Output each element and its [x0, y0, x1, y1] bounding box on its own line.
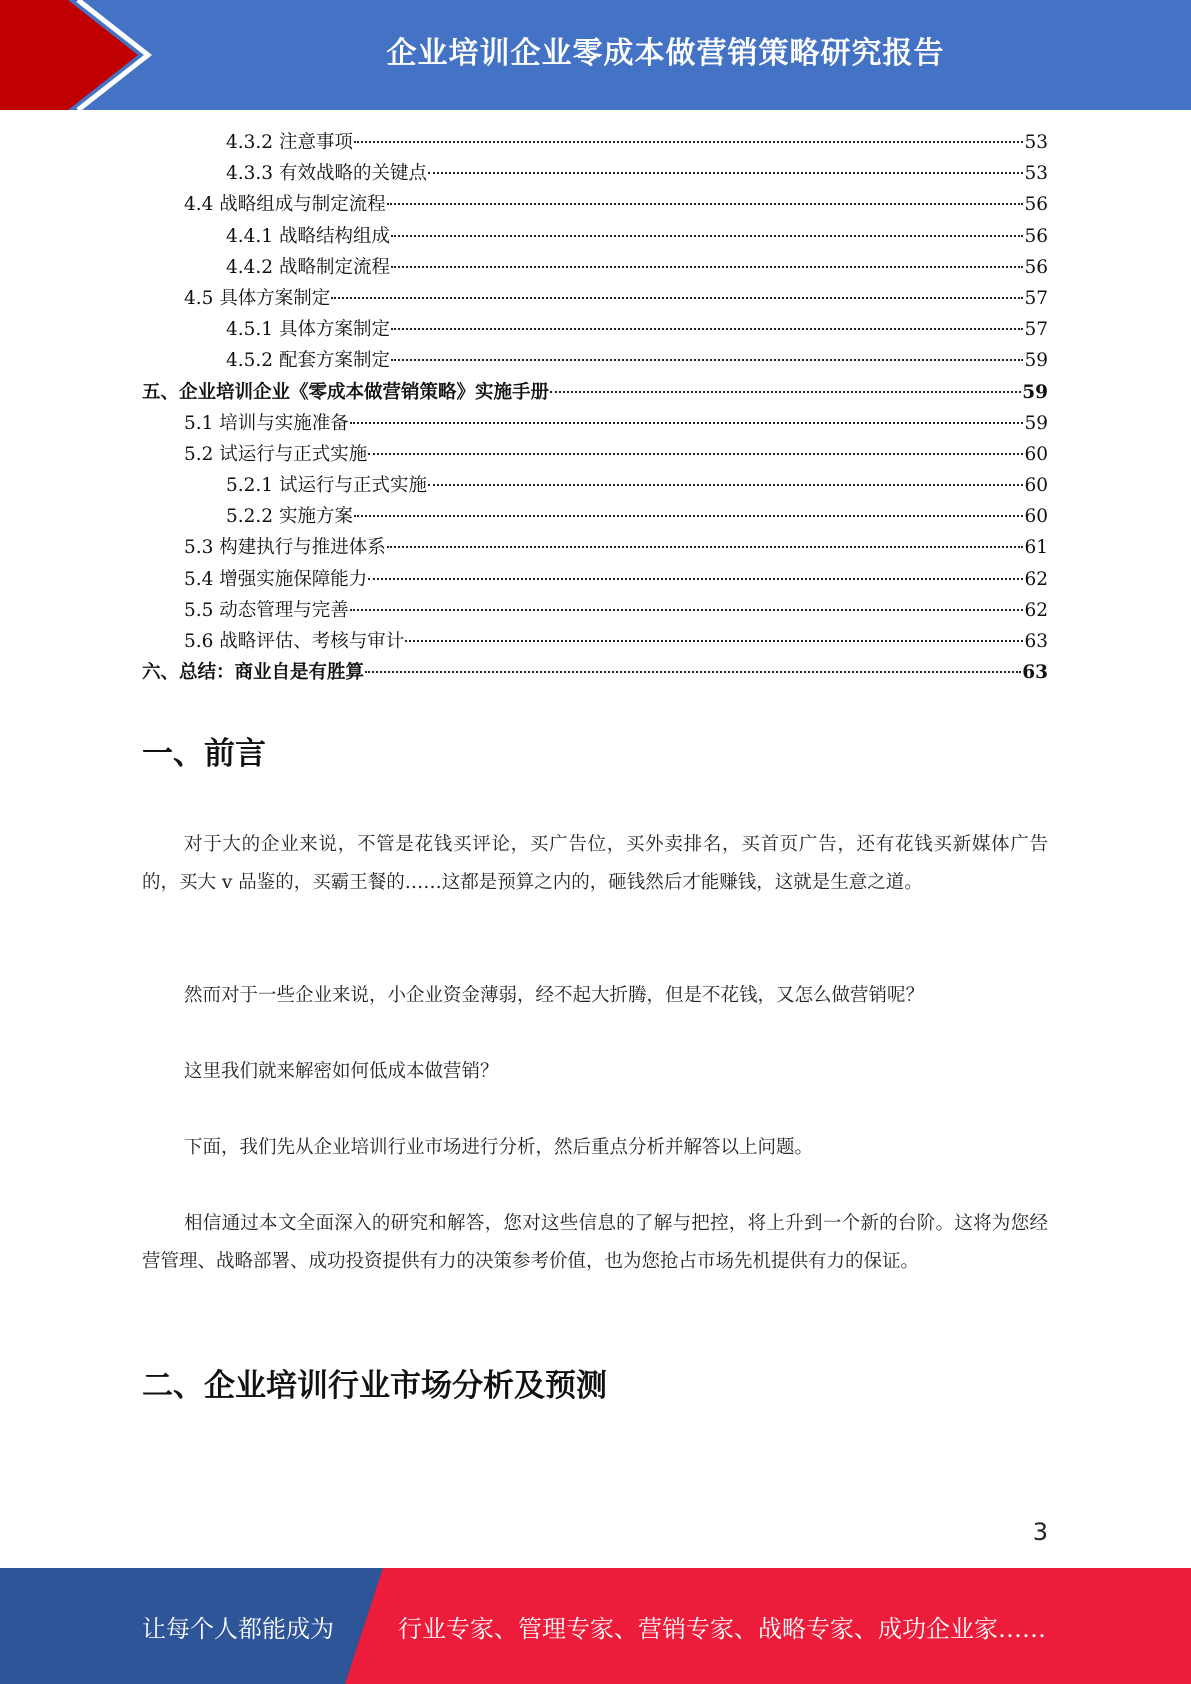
toc-entry[interactable] [142, 127, 1048, 158]
toc-entry-title: 5.2.1 试运行与正式实施 [226, 475, 427, 497]
toc-dot-leader [368, 578, 1023, 580]
page-header [0, 0, 1191, 110]
toc-page-number: 57 [1024, 287, 1048, 309]
toc-entry-title: 五、企业培训企业《零成本做营销策略》实施手册 [142, 381, 550, 403]
toc-page-number: 60 [1024, 475, 1048, 497]
toc-entry[interactable] [142, 564, 1048, 595]
toc-dot-leader [550, 391, 1021, 393]
toc-entry[interactable] [142, 283, 1048, 314]
toc-dot-leader [354, 141, 1024, 143]
toc-dot-leader [354, 515, 1024, 517]
toc-dot-leader [391, 359, 1023, 361]
toc-entry-title: 4.3.2 注意事项 [226, 132, 353, 153]
toc-entry-title: 5.3 构建执行与推进体系 [184, 537, 386, 559]
toc-entry[interactable] [142, 252, 1048, 283]
toc-entry[interactable] [142, 377, 1048, 408]
toc-entry[interactable] [142, 345, 1048, 376]
toc-page-number: 56 [1024, 225, 1048, 247]
paragraph: 下面，我们先从企业培训行业市场进行分析，然后重点分析并解答以上问题。 [184, 1137, 814, 1158]
toc-entry-title: 4.4.1 战略结构组成 [226, 225, 390, 247]
toc-entry-title: 4.5 具体方案制定 [184, 287, 331, 309]
toc-page-number: 62 [1024, 568, 1048, 590]
toc-page-number: 56 [1024, 256, 1048, 278]
paragraph: 相信通过本文全面深入的研究和解答，您对这些信息的了解与把控，将上升到一个新的台阶。这将为您经营管理、战略部署、成功投资提供有力的决策参考价值，也为您抢占市场先机提供有力的保证。 [142, 1213, 1048, 1272]
toc-dot-leader [350, 609, 1024, 611]
toc-page-number: 59 [1024, 412, 1048, 434]
toc-entry-title: 4.3.3 有效战略的关键点 [226, 163, 427, 185]
toc-dot-leader [387, 546, 1024, 548]
toc-entry-title: 4.5.1 具体方案制定 [226, 319, 390, 341]
toc-page-number: 57 [1024, 319, 1048, 341]
toc-entry[interactable] [142, 314, 1048, 345]
toc-entry[interactable] [142, 470, 1048, 501]
toc-entry-title: 5.5 动态管理与完善 [184, 599, 349, 621]
footer-slogan-right: 行业专家、管理专家、营销专家、战略专家、成功企业家…… [398, 1614, 1046, 1643]
report-title: 企业培训企业零成本做营销策略研究报告 [386, 36, 945, 71]
toc-entry-title: 4.4.2 战略制定流程 [226, 256, 390, 278]
toc-page-number: 56 [1024, 194, 1048, 216]
page-number: 3 [1032, 1518, 1048, 1546]
toc-dot-leader [391, 328, 1023, 330]
toc-page-number: 53 [1024, 132, 1048, 153]
toc-page-number: 63 [1022, 662, 1048, 684]
toc-entry-title: 5.2 试运行与正式实施 [184, 443, 368, 465]
toc-entry[interactable] [142, 501, 1048, 532]
toc-dot-leader [391, 235, 1023, 237]
toc-entry-title: 4.5.2 配套方案制定 [226, 350, 390, 372]
toc-entry-title: 5.4 增强实施保障能力 [184, 568, 368, 590]
toc-page-number: 61 [1024, 537, 1048, 559]
toc-entry[interactable] [142, 657, 1048, 688]
toc-dot-leader [391, 266, 1023, 268]
header-arrow-decoration [0, 0, 160, 110]
paragraph: 这里我们就来解密如何低成本做营销？ [184, 1061, 499, 1082]
toc-page-number: 60 [1024, 506, 1048, 528]
toc-dot-leader [331, 297, 1023, 299]
toc-entry[interactable] [142, 408, 1048, 439]
toc-dot-leader [365, 671, 1021, 673]
toc-dot-leader [387, 203, 1024, 205]
toc-entry[interactable] [142, 439, 1048, 470]
toc-entry[interactable] [142, 221, 1048, 252]
paragraph: 然而对于一些企业来说，小企业资金薄弱，经不起大折腾，但是不花钱，又怎么做营销呢？ [184, 985, 925, 1006]
toc-dot-leader [428, 172, 1023, 174]
toc-page-number: 63 [1024, 631, 1048, 652]
toc-dot-leader [428, 484, 1023, 486]
toc-entry-title: 5.6 战略评估、考核与审计 [184, 631, 405, 652]
toc-entry[interactable] [142, 532, 1048, 563]
paragraph: 对于大的企业来说，不管是花钱买评论，买广告位，买外卖排名，买首页广告，还有花钱买新媒体广告的，买大 v 品鉴的，买霸王餐的……这都是预算之内的，砸钱然后才能赚钱，这就是生意之道。 [142, 834, 1048, 893]
toc-entry[interactable] [142, 158, 1048, 189]
toc-entry[interactable] [142, 595, 1048, 626]
section-heading-market-analysis: 二、企业培训行业市场分析及预测 [142, 1368, 607, 1404]
footer-slogan-left: 让每个人都能成为 [142, 1614, 334, 1643]
table-of-contents [142, 127, 1048, 688]
toc-page-number: 59 [1022, 381, 1048, 403]
toc-entry[interactable] [142, 189, 1048, 220]
toc-page-number: 60 [1024, 443, 1048, 465]
toc-page-number: 59 [1024, 350, 1048, 372]
toc-entry-title: 5.2.2 实施方案 [226, 506, 353, 528]
toc-entry-title: 六、总结：商业自是有胜算 [142, 662, 365, 684]
toc-dot-leader [405, 640, 1023, 642]
page-footer [0, 1568, 1191, 1684]
toc-entry[interactable] [142, 626, 1048, 657]
toc-page-number: 62 [1024, 599, 1048, 621]
toc-page-number: 53 [1024, 163, 1048, 185]
section-heading-preface: 一、前言 [142, 736, 266, 772]
toc-entry-title: 5.1 培训与实施准备 [184, 412, 349, 434]
toc-entry-title: 4.4 战略组成与制定流程 [184, 194, 386, 216]
toc-dot-leader [368, 453, 1023, 455]
toc-dot-leader [350, 422, 1024, 424]
